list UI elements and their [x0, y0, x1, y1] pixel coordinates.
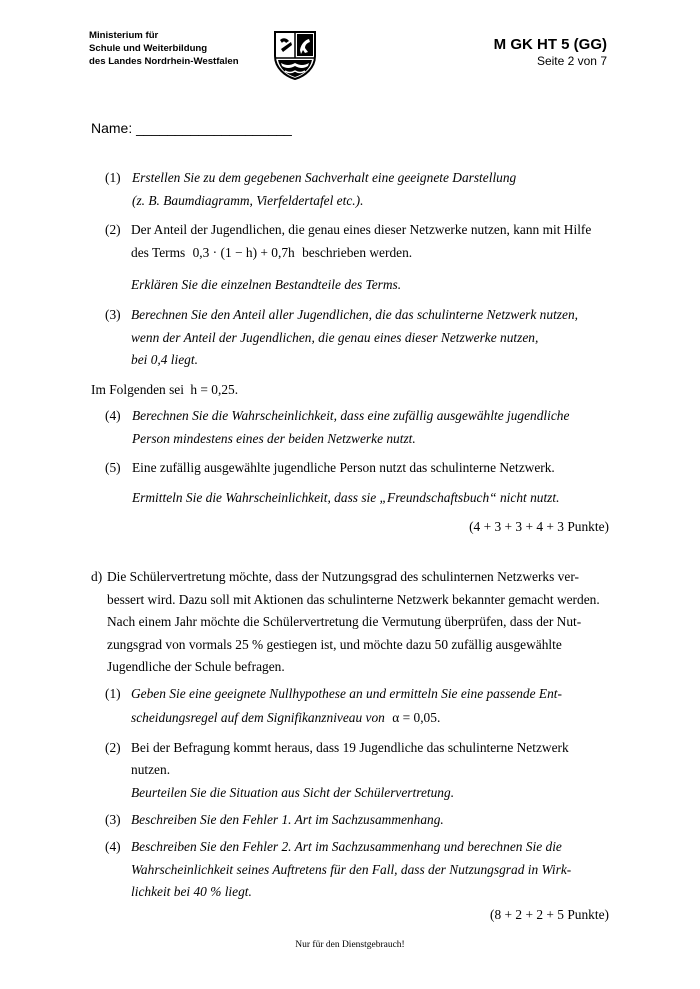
d-task-4-line-3: lichkeit bei 40 % liegt. — [131, 884, 252, 899]
d-intro-line-5: Jugendliche der Schule befragen. — [107, 659, 285, 674]
c-task-3-number: (3) — [105, 307, 121, 322]
c-following-note — [91, 382, 238, 398]
c-task-4-line-1: Berechnen Sie die Wahrscheinlichkeit, dass eine zufällig ausgewählte jugendliche — [132, 408, 570, 423]
c-following-pre: Im Folgenden sei — [91, 382, 184, 397]
c-task-5-number: (5) — [105, 460, 121, 475]
name-label: Name: — [91, 120, 133, 136]
c-task-2-line-2-post: beschrieben werden. — [302, 245, 413, 260]
name-field[interactable] — [91, 120, 292, 136]
footer-note: Nur für den Dienstgebrauch! — [295, 940, 405, 950]
d-points: (8 + 2 + 2 + 5 Punkte) — [490, 907, 609, 922]
d-task-4-line-2: Wahrscheinlichkeit seines Auftretens für den Fall, dass der Nutzungsgrad in Wirk- — [131, 862, 572, 877]
c-task-3-line-3: bei 0,4 liegt. — [131, 352, 198, 367]
d-intro-line-2: bessert wird. Dazu soll mit Aktionen das schulinterne Netzwerk bekannter gemacht werden. — [107, 592, 600, 607]
ministry-name — [89, 29, 239, 68]
c-task-5-line-2: Ermitteln Sie die Wahrscheinlichkeit, dass sie „Freundschaftsbuch“ nicht nutzt. — [132, 490, 560, 505]
d-task-2-line-1: Bei der Befragung kommt heraus, dass 19 Jugendliche das schulinterne Netzwerk — [131, 740, 569, 755]
d-task-1-formula: α = 0,05 — [392, 710, 437, 725]
d-task-2-line-3: Beurteilen Sie die Situation aus Sicht der Schülervertretung. — [131, 785, 455, 800]
d-intro-line-1: Die Schülervertretung möchte, dass der Nutzungsgrad des schulinternen Netzwerks ver- — [107, 569, 579, 584]
d-task-3-number: (3) — [105, 812, 121, 827]
d-task-3-line-1: Beschreiben Sie den Fehler 1. Art im Sachzusammenhang. — [131, 812, 444, 827]
ministry-line-1: Ministerium für — [89, 30, 159, 41]
c-task-2-line-3: Erklären Sie die einzelnen Bestandteile des Terms. — [131, 277, 402, 292]
exam-code: M GK HT 5 (GG) — [493, 36, 607, 53]
ministry-line-2: Schule und Weiterbildung — [89, 43, 208, 54]
d-task-1-line-1: Geben Sie eine geeignete Nullhypothese an und ermitteln Sie eine passende Ent- — [131, 686, 562, 701]
ministry-line-3: des Landes Nordrhein-Westfalen — [89, 56, 239, 67]
d-intro-line-3: Nach einem Jahr möchte die Schülervertretung die Vermutung überprüfen, dass der Nut- — [107, 614, 582, 629]
c-task-2-number: (2) — [105, 222, 121, 237]
c-task-2-line-2-pre: des Terms — [131, 245, 186, 260]
c-task-5-line-1: Eine zufällig ausgewählte jugendliche Person nutzt das schulinterne Netzwerk. — [132, 460, 555, 475]
c-task-3-line-1: Berechnen Sie den Anteil aller Jugendlichen, die das schulinterne Netzwerk nutzen, — [131, 307, 578, 322]
d-task-2-line-2: nutzen. — [131, 762, 171, 777]
c-task-2-line-1: Der Anteil der Jugendlichen, die genau eines dieser Netzwerke nutzen, kann mit Hilfe — [131, 222, 592, 237]
c-task-3-line-2: wenn der Anteil der Jugendlichen, die genau eines dieser Netzwerke nutzen, — [131, 330, 539, 345]
c-points: (4 + 3 + 3 + 4 + 3 Punkte) — [469, 519, 609, 534]
name-blank[interactable]: ____________________ — [136, 120, 292, 136]
d-label: d) — [91, 569, 103, 584]
c-task-1-number: (1) — [105, 170, 121, 185]
d-task-4-number: (4) — [105, 839, 121, 854]
page-number: Seite 2 von 7 — [536, 54, 607, 68]
d-intro-line-4: zungsgrad von vormals 25 % gestiegen ist, und möchte dazu 50 zufällig ausgewählte — [107, 637, 562, 652]
c-task-1-line-2: (z. B. Baumdiagramm, Vierfeldertafel etc.). — [132, 193, 364, 208]
d-task-1-line-2 — [131, 710, 440, 726]
c-task-4-number: (4) — [105, 408, 121, 423]
c-task-4-line-2: Person mindestens eines der beiden Netzwerke nutzt. — [132, 431, 416, 446]
c-task-2-line-2 — [131, 245, 412, 261]
nrw-coat-of-arms-icon — [272, 30, 318, 80]
d-task-1-line-2-post: . — [436, 710, 441, 725]
c-task-2-formula: 0,3 · (1 − h) + 0,7h — [192, 245, 295, 260]
d-task-1-number: (1) — [105, 686, 121, 701]
c-following-formula: h = 0,25 — [190, 382, 235, 397]
c-following-post: . — [234, 382, 239, 397]
d-task-1-line-2-pre: scheidungsregel auf dem Signifikanzniveau von — [131, 710, 385, 725]
c-task-1-line-1: Erstellen Sie zu dem gegebenen Sachverhalt eine geeignete Darstellung — [132, 170, 517, 185]
d-task-4-line-1: Beschreiben Sie den Fehler 2. Art im Sachzusammenhang und berechnen Sie die — [131, 839, 562, 854]
d-task-2-number: (2) — [105, 740, 121, 755]
